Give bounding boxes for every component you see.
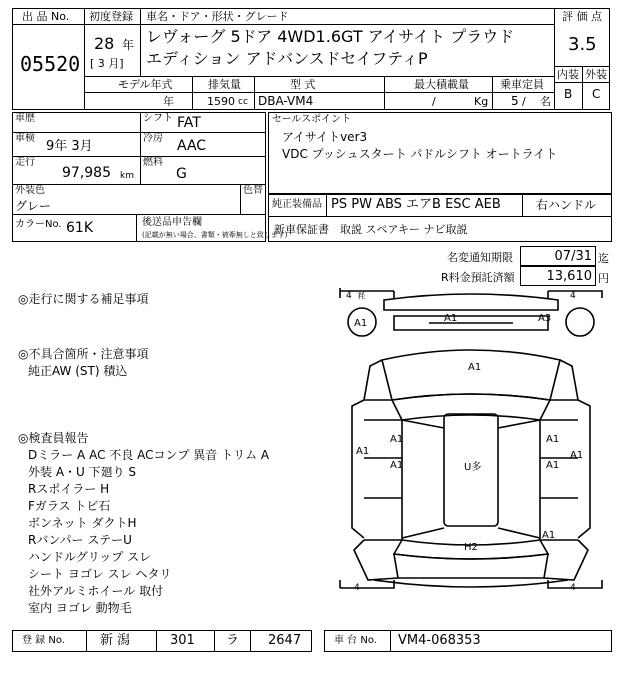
lot-no-label: 出 品 No.	[22, 10, 70, 23]
shift-label: シフト	[143, 113, 173, 124]
model-year-label: モデル年式	[118, 78, 173, 91]
mark-right-side: A1	[570, 450, 584, 461]
displacement: 1590	[207, 95, 235, 108]
aftermarket-label: 後送品申告欄	[142, 217, 202, 228]
displacement-label: 排気量	[208, 78, 241, 91]
color-no: 61K	[66, 220, 93, 236]
interior-grade: B	[564, 87, 573, 101]
recycle-fee: 13,610	[546, 269, 592, 284]
mark-rear-right: A1	[542, 530, 556, 541]
report-line: Rスポイラー H	[28, 482, 110, 496]
report-line: 外装 A・U 下廻り S	[28, 465, 137, 479]
capacity: 5	[511, 94, 519, 108]
supplement-title: ◎走行に関する補足事項	[18, 292, 149, 306]
capacity-unit: 名	[540, 95, 551, 108]
exterior-grade: C	[592, 87, 601, 101]
mark-left-side: A1	[356, 446, 370, 457]
overall-grade: 3.5	[568, 34, 597, 55]
mark-right-door-front: A1	[546, 434, 560, 445]
mark-roof: U多	[464, 462, 482, 473]
mark-front-wheel-left: A1	[354, 318, 368, 329]
plate-class: 301	[170, 633, 195, 648]
report-line: Rバンパー ステーU	[28, 533, 132, 547]
mileage-unit: km	[120, 171, 134, 181]
vehicle-name-line2: エディション アドバンスドセイフティP	[146, 49, 428, 68]
mark-hood: A1	[468, 362, 482, 373]
name-change-deadline: 07/31	[554, 249, 592, 264]
sales-point-line1: アイサイトver3	[282, 130, 368, 144]
inspection-label: 車検	[15, 133, 35, 144]
inspector-report	[28, 447, 328, 617]
vin: VM4-068353	[398, 633, 481, 648]
plate-kana: ラ	[226, 633, 240, 648]
lot-no: 05520	[20, 52, 81, 76]
tire-depth-tr: 4	[570, 291, 576, 301]
name-change-label: 名変通知期限	[447, 251, 513, 264]
displacement-unit: cc	[238, 97, 248, 107]
report-line: ハンドルグリップ スレ	[28, 550, 152, 564]
mark-front-bumper-right: A3	[538, 313, 552, 324]
color-change-label: 色替	[243, 185, 263, 196]
interior-label: 内装	[557, 68, 579, 81]
tire-depth-bl: 4	[354, 583, 360, 593]
car-damage-diagram	[334, 288, 608, 628]
first-reg-label: 初度登録	[89, 10, 133, 23]
max-load-unit: Kg	[474, 95, 489, 108]
handle-position: 右ハンドル	[536, 198, 597, 212]
fuel: G	[176, 166, 187, 182]
type-label: 型 式	[290, 78, 316, 91]
warranty-items: 取説 スペアキー ナビ取説	[340, 223, 468, 236]
capacity-sep: /	[522, 95, 526, 108]
mark-trunk: H2	[464, 542, 478, 553]
vehicle-name-label: 車名・ドア・形状・グレード	[146, 10, 289, 23]
report-line: 社外アルミホイール 取付	[28, 584, 164, 598]
plate-label: 登 録 No.	[22, 635, 65, 646]
exterior-label: 外装	[585, 68, 607, 81]
inspection-date: 9年 3月	[46, 139, 93, 154]
mark-left-door-rear: A1	[390, 460, 404, 471]
mark-left-door-front: A1	[390, 434, 404, 445]
shift: FAT	[177, 115, 201, 131]
mark-front-grille: A1	[444, 313, 458, 324]
ac-label: 冷房	[143, 133, 163, 144]
model-type: DBA-VM4	[258, 94, 314, 108]
vehicle-name-line1: レヴォーグ 5ドア 4WD1.6GT アイサイト プラウド	[146, 27, 515, 46]
first-reg-year-unit: 年	[122, 38, 135, 52]
report-line: Dミラー A AC 不良 ACコンプ 異音 トリム A	[28, 448, 270, 462]
tire-depth-tl: 4	[346, 291, 352, 301]
plate-number: 2647	[268, 633, 302, 648]
defect-line1: 純正AW (ST) 積込	[28, 364, 128, 378]
first-reg-month: [ 3 月]	[90, 57, 124, 70]
recycle-unit: 円	[598, 272, 609, 285]
max-load-label: 最大積載量	[414, 78, 469, 91]
equipment-label: 純正装備品	[272, 199, 322, 210]
mileage-label: 走行	[15, 157, 35, 168]
report-line: Fガラス トビ石	[28, 499, 111, 513]
body-color: グレー	[15, 199, 52, 213]
mark-right-door-rear: A1	[546, 460, 560, 471]
vin-label: 車 台 No.	[334, 635, 377, 646]
warranty-label: 新車保証書	[274, 223, 329, 236]
report-line: ボンネット ダクトH	[28, 516, 137, 530]
air-conditioner: AAC	[177, 138, 207, 154]
capacity-label: 乗車定員	[500, 78, 544, 91]
report-line: 室内 ヨゴレ 動物毛	[28, 601, 132, 615]
color-label: 外装色	[15, 185, 45, 196]
plate-area: 新 潟	[100, 633, 131, 648]
report-line: シート ヨゴレ スレ ヘタリ	[28, 567, 172, 581]
sales-point-label: セールスポイント	[272, 114, 352, 125]
inspector-title: ◎検査員報告	[18, 431, 89, 445]
max-load-sep: /	[432, 95, 436, 108]
equipment-items: PS PW ABS エアB ESC AEB	[331, 197, 501, 212]
tire-depth-br: 4	[570, 583, 576, 593]
mileage: 97,985	[62, 165, 111, 181]
tire-depth-tl-unit: 粍	[358, 292, 365, 300]
history-label: 車歴	[15, 113, 35, 124]
model-year-unit: 年	[163, 95, 174, 108]
fuel-label: 燃料	[143, 157, 163, 168]
first-reg-year: 28	[94, 34, 115, 53]
defect-title: ◎不具合箇所・注意事項	[18, 347, 149, 361]
sales-point-line2: VDC プッシュスタート パドルシフト オートライト	[282, 147, 558, 161]
grade-label: 評 価 点	[562, 10, 602, 23]
color-no-label: カラーNo.	[15, 219, 62, 230]
recycle-label: R料金預託済額	[441, 271, 515, 284]
aftermarket-note: (記載が無い場合、書類・被牽無しと致します)	[142, 231, 288, 239]
name-change-mark: 迄	[598, 252, 609, 265]
